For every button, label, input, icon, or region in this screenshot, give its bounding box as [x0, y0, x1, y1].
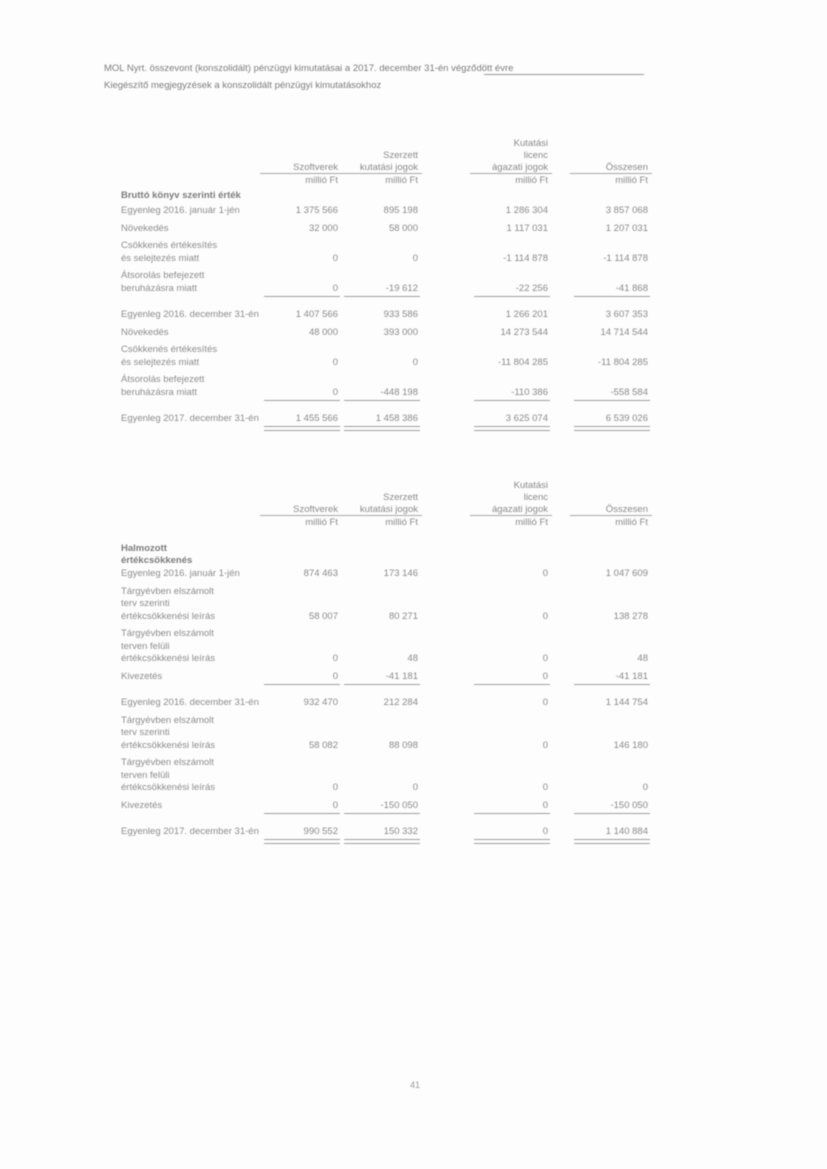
row-label-line: Tárgyévben elszámolt — [121, 714, 214, 726]
total-double-rule — [474, 426, 550, 431]
cell-value: 3 607 353 — [605, 309, 648, 320]
cell-value: 0 — [542, 653, 548, 664]
total-double-rule — [344, 426, 420, 431]
subtotal-rule — [474, 296, 550, 297]
row-label-line: beruházásra miatt — [121, 386, 198, 398]
row-label-line: Kivezetés — [121, 670, 163, 682]
column-header-text: ágazati jogok — [492, 162, 548, 173]
page-number: 41 — [409, 1080, 420, 1090]
cell-value: 138 278 — [613, 610, 648, 622]
subtotal-rule — [344, 400, 420, 401]
cell-value: 80 271 — [388, 610, 418, 622]
row-label-line: Csökkenés értékesítés — [121, 344, 218, 355]
column-unit: millió Ft — [385, 175, 418, 186]
cell-value: -448 198 — [380, 386, 418, 398]
cell-value: 173 146 — [383, 568, 418, 579]
cell-value: 0 — [332, 282, 338, 294]
subtotal-rule — [344, 684, 420, 685]
column-header-text: Szoftverek — [293, 504, 338, 515]
report-header-text: MOL Nyrt. összevont (konszolidált) pénzügyi kimutatásai a 2017. december 31-én végződött évre — [104, 63, 514, 74]
row-label-line: Átsorolás befejezett — [121, 374, 205, 385]
row-label-line: és selejtezés miatt — [121, 356, 200, 368]
cell-value: 0 — [332, 670, 338, 682]
column-unit: millió Ft — [515, 175, 548, 186]
cell-value: 0 — [332, 799, 338, 811]
row-label-line: Tárgyévben elszámolt — [121, 585, 214, 597]
cell-value: -22 256 — [515, 282, 548, 294]
row-label-line: Tárgyévben elszámolt — [121, 628, 214, 639]
column-header-rule — [340, 515, 422, 516]
cell-value: 0 — [332, 252, 338, 264]
total-double-rule — [264, 426, 340, 431]
cell-value: 58 082 — [308, 739, 338, 751]
cell-value: 150 332 — [383, 826, 418, 837]
column-unit: millió Ft — [305, 175, 338, 186]
cell-value: 48 — [407, 653, 418, 664]
cell-value: -11 804 285 — [597, 356, 648, 368]
row-label-line: beruházásra miatt — [121, 282, 198, 294]
cell-value: 0 — [332, 653, 338, 664]
cell-value: 212 284 — [383, 697, 418, 708]
column-header-text: licenc — [523, 150, 548, 161]
row-label-line: Csökkenés értékesítés — [121, 240, 218, 251]
cell-value: 0 — [542, 739, 548, 751]
cell-value: 393 000 — [383, 326, 418, 338]
total-double-rule — [574, 426, 650, 431]
cell-value: 0 — [412, 782, 418, 793]
cell-value: 14 714 544 — [600, 326, 648, 338]
row-label-line: terven felüli — [121, 640, 170, 652]
column-header-text: licenc — [523, 492, 548, 503]
column-header-text: Szoftverek — [293, 162, 338, 173]
cell-value: 3 625 074 — [505, 413, 548, 424]
cell-value: 933 586 — [383, 309, 418, 320]
cell-value: 1 455 566 — [295, 413, 338, 424]
subtotal-rule — [574, 296, 650, 297]
report-header-line-2: Kiegészítő megjegyzések a konszolidált pénzügyi kimutatásokhoz — [104, 80, 382, 91]
cell-value: 1 140 884 — [605, 826, 648, 837]
cell-value: -110 386 — [511, 386, 548, 398]
cell-value: 1 458 386 — [375, 413, 418, 424]
cell-value: -41 181 — [385, 670, 418, 682]
section-title — [121, 543, 192, 567]
row-label-line: értékcsökkenési leírás — [121, 653, 215, 664]
cell-value: -11 804 285 — [497, 356, 548, 368]
column-header-text: Kutatási — [513, 138, 548, 149]
cell-value: 0 — [542, 568, 548, 579]
subtotal-rule — [574, 684, 650, 685]
section-title-line: Bruttó könyv szerinti érték — [121, 190, 241, 201]
column-header-rule — [570, 173, 652, 174]
subtotal-rule — [264, 400, 340, 401]
cell-value: -19 612 — [385, 282, 418, 294]
cell-value: 48 — [637, 653, 648, 664]
subtotal-rule — [574, 400, 650, 401]
column-header-text: Szerzett — [383, 150, 418, 161]
subtotal-rule — [474, 684, 550, 685]
row-label-line: értékcsökkenési leírás — [121, 782, 215, 793]
subtotal-rule — [264, 813, 340, 814]
column-header — [438, 138, 548, 187]
row-label-line: Egyenleg 2016. január 1-jén — [121, 205, 240, 216]
column-unit: millió Ft — [615, 175, 648, 186]
column-header — [538, 504, 648, 529]
cell-value: 874 463 — [303, 568, 338, 579]
cell-value: 0 — [542, 826, 548, 837]
row-label-line: Növekedés — [121, 326, 169, 338]
cell-value: 990 552 — [303, 826, 338, 837]
column-header-text: Összesen — [605, 504, 648, 515]
cell-value: 0 — [542, 697, 548, 708]
cell-value: 32 000 — [308, 222, 338, 234]
cell-value: 14 273 544 — [500, 326, 548, 338]
column-header-rule — [340, 173, 422, 174]
section-title — [121, 190, 241, 202]
row-label-line: Egyenleg 2016. január 1-jén — [121, 568, 240, 579]
cell-value: 1 286 304 — [505, 205, 548, 216]
column-unit: millió Ft — [515, 517, 548, 528]
row-label-line: és selejtezés miatt — [121, 252, 200, 264]
cell-value: -150 050 — [610, 799, 648, 811]
cell-value: 6 539 026 — [605, 413, 648, 424]
cell-value: 0 — [542, 799, 548, 811]
section-title-line: értékcsökkenés — [121, 555, 193, 566]
row-label-line: Növekedés — [121, 222, 169, 234]
cell-value: 932 470 — [303, 697, 338, 708]
cell-value: -41 868 — [615, 282, 648, 294]
cell-value: 1 407 566 — [295, 309, 338, 320]
column-header-text: Összesen — [605, 162, 648, 173]
cell-value: 0 — [412, 356, 418, 368]
column-unit: millió Ft — [385, 517, 418, 528]
row-label-line: értékcsökkenési leírás — [121, 739, 215, 751]
row-label-line: értékcsökkenési leírás — [121, 610, 215, 622]
cell-value: 1 047 609 — [605, 568, 648, 579]
column-header — [438, 480, 548, 529]
column-header-text: ágazati jogok — [492, 504, 548, 515]
cell-value: 0 — [542, 670, 548, 682]
row-label-line: Kivezetés — [121, 799, 163, 811]
cell-value: 1 117 031 — [506, 222, 548, 234]
cell-value: 0 — [642, 782, 648, 793]
subtotal-rule — [474, 813, 550, 814]
cell-value: 58 007 — [308, 610, 338, 622]
subtotal-rule — [344, 296, 420, 297]
row-label-line: terv szerinti — [121, 598, 170, 609]
cell-value: 3 857 068 — [605, 205, 648, 216]
row-label-line: Egyenleg 2017. december 31-én — [121, 826, 259, 837]
subtotal-rule — [474, 400, 550, 401]
row-label-line: Átsorolás befejezett — [121, 270, 205, 281]
cell-value: -150 050 — [380, 799, 418, 811]
column-header — [308, 150, 418, 187]
total-double-rule — [574, 839, 650, 844]
subtotal-rule — [574, 813, 650, 814]
cell-value: -41 181 — [615, 670, 648, 682]
report-header-line-1 — [104, 63, 513, 74]
cell-value: 1 144 754 — [605, 697, 648, 708]
column-header-text: kutatási jogok — [359, 162, 418, 173]
subtotal-rule — [264, 296, 340, 297]
cell-value: 1 375 566 — [295, 205, 338, 216]
header-underline — [484, 74, 644, 75]
total-double-rule — [344, 839, 420, 844]
subtotal-rule — [264, 684, 340, 685]
column-header-rule — [570, 515, 652, 516]
column-header — [308, 492, 418, 529]
column-unit: millió Ft — [305, 517, 338, 528]
cell-value: 88 098 — [388, 739, 418, 751]
cell-value: 48 000 — [308, 326, 338, 338]
cell-value: 1 266 201 — [505, 309, 548, 320]
section-title-line: Halmozott — [121, 543, 167, 554]
row-label-line: Egyenleg 2016. december 31-én — [121, 309, 259, 320]
cell-value: 0 — [332, 782, 338, 793]
row-label-line: Tárgyévben elszámolt — [121, 757, 214, 768]
total-double-rule — [264, 839, 340, 844]
cell-value: 0 — [332, 356, 338, 368]
subtotal-rule — [344, 813, 420, 814]
row-label-line: terv szerinti — [121, 727, 170, 738]
column-unit: millió Ft — [615, 517, 648, 528]
column-header-text: kutatási jogok — [359, 504, 418, 515]
cell-value: 146 180 — [613, 739, 648, 751]
total-double-rule — [474, 839, 550, 844]
row-label-line: terven felüli — [121, 769, 170, 781]
column-header-text: Kutatási — [513, 480, 548, 491]
cell-value: -558 584 — [610, 386, 648, 398]
cell-value: -1 114 878 — [603, 252, 648, 264]
cell-value: 58 000 — [388, 222, 418, 234]
cell-value: 0 — [542, 782, 548, 793]
cell-value: 1 207 031 — [605, 222, 648, 234]
row-label-line: Egyenleg 2017. december 31-én — [121, 413, 259, 424]
cell-value: 0 — [412, 252, 418, 264]
row-label-line: Egyenleg 2016. december 31-én — [121, 697, 259, 708]
cell-value: 0 — [542, 610, 548, 622]
cell-value: 895 198 — [383, 205, 418, 216]
cell-value: -1 114 878 — [503, 252, 548, 264]
cell-value: 0 — [332, 386, 338, 398]
column-header-text: Szerzett — [383, 492, 418, 503]
column-header — [538, 162, 648, 187]
